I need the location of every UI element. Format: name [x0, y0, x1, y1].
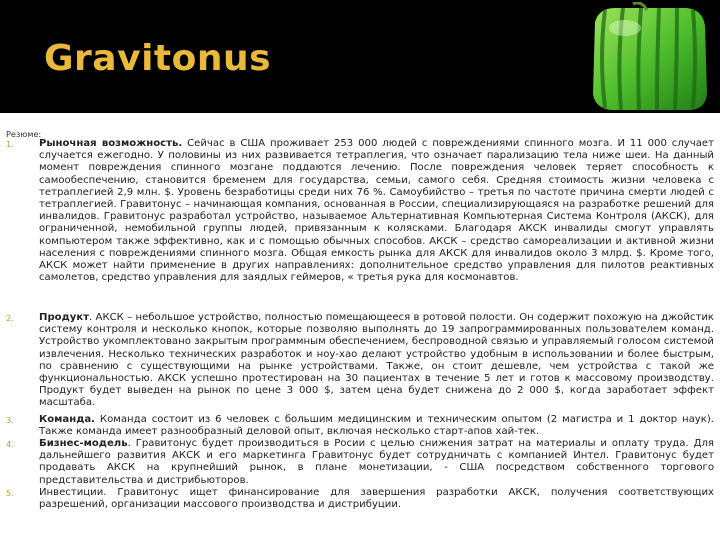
item-paragraph	[39, 138, 714, 284]
list-item	[6, 438, 714, 487]
item-text: . АКСК – небольшое устройство, полностью помещающееся в ротовой полости. Он содержит похожую на джойстик систему контроля и несколько кнопок, которые позволяю выполнять до 19 запрограммированных пользователем команд. Устройство укомплектовано закрытым программным обеспечением, беспроводной связью и управляемый голосом системой извлечения. Несколько технических разработок и ноу-хао делают устройство удобным в использовании и более быстрым, по сравнению с существующими на рынке устройствами. Также, он стоит дешевле, чем устройства с такой же функциональностью. АКСК успешно протестирован на 30 пациентах в течение 5 лет и готов к массовому производству. Продукт будет выведен на рынок по цене 3 000 $, затем цена будет снижена до 2 000 $, когда заработает эффект масштаба.	[39, 312, 714, 409]
item-lead: Бизнес-модель	[39, 438, 128, 449]
list-item	[6, 414, 714, 438]
list-item	[6, 138, 714, 284]
list-number: 2.	[6, 313, 14, 323]
list-item	[6, 312, 714, 410]
item-text: Инвестиции. Гравитонус ищет финансирование для завершения разработки АКСК, получения соответствующих разрешений, организации массового производства и дистрибуции.	[39, 487, 714, 511]
list-number: 4.	[6, 439, 14, 449]
item-paragraph	[39, 312, 714, 410]
list-number: 1.	[6, 139, 14, 149]
list-item	[6, 487, 714, 511]
item-lead: Рыночная возможность.	[39, 138, 183, 149]
header-band	[0, 0, 720, 113]
item-lead: Команда.	[39, 414, 96, 425]
item-text: Команда состоит из 6 человек с большим медицинским и техническим опытом (2 магистра и 1 доктор наук). Также команда имеет разнообразный деловой опыт, включая несколько старт-апов хай-тек.	[39, 414, 714, 438]
square-watermelon-image	[585, 2, 711, 114]
item-lead: Продукт	[39, 312, 90, 323]
item-paragraph	[39, 438, 714, 487]
item-paragraph	[39, 414, 714, 438]
slide-title: Gravitonus	[44, 38, 272, 79]
item-text: . Гравитонус будет производиться в Росии с целью снижения затрат на материалы и оплату труда. Для дальнейшего развития АКСК и его маркетинга Гравитонус будет сотрудничать с компанией Интел. Гравитонус будет продавать АКСК на крупнейший рынок, в плане монетизации, - США посредством собственного торгового представительства и дистрибьюторов.	[39, 438, 714, 486]
list-number: 3.	[6, 415, 14, 425]
resume-label: Резюме:	[6, 129, 42, 139]
item-text: Сейчас в США проживает 253 000 людей с повреждениями спинного мозга. И 11 000 случает случается ежегодно. У половины из них развивается тетраплегия, что означает парализацию тела ниже шеи. На данный момент повреждения спинного мозгане поддаются лечению. После повреждения человек теряет способность к самообеспечению, становится бременем для государства, семьи, самого себя. Средняя стоимость жизни человека с тетраплегией 2,9 млн. $. Уровень безработицы среди них 76 %. Самоубийство – третья по частоте причина смерти людей с тетраплегией. Гравитонус – начинающая компания, основанная в России, специализирующаяся на разработке решений для инвалидов. Гравитонус разработал устройство, называемое Альтернативная Компьютерная Система Контроля (АКСК), для ограниченной, немобильной группы людей, привязанным к колясками. Благодаря АКСК инвалиды смогут управлять компьютером также эффективно, как и с помощью обычных способов. АКСК – средство самореализации и активной жизни населения с повреждениями спинного мозга. Общая емкость рынка для АКСК для инвалидов около 3 млрд. $. Кроме того, АКСК может найти применение в других направлениях: дополнительное средство управления для пилотов реактивных самолетов, средство управления для заядлых геймеров, « третья рука для космонавтов.	[39, 138, 714, 284]
list-number: 5.	[6, 488, 14, 498]
item-paragraph	[39, 487, 714, 511]
